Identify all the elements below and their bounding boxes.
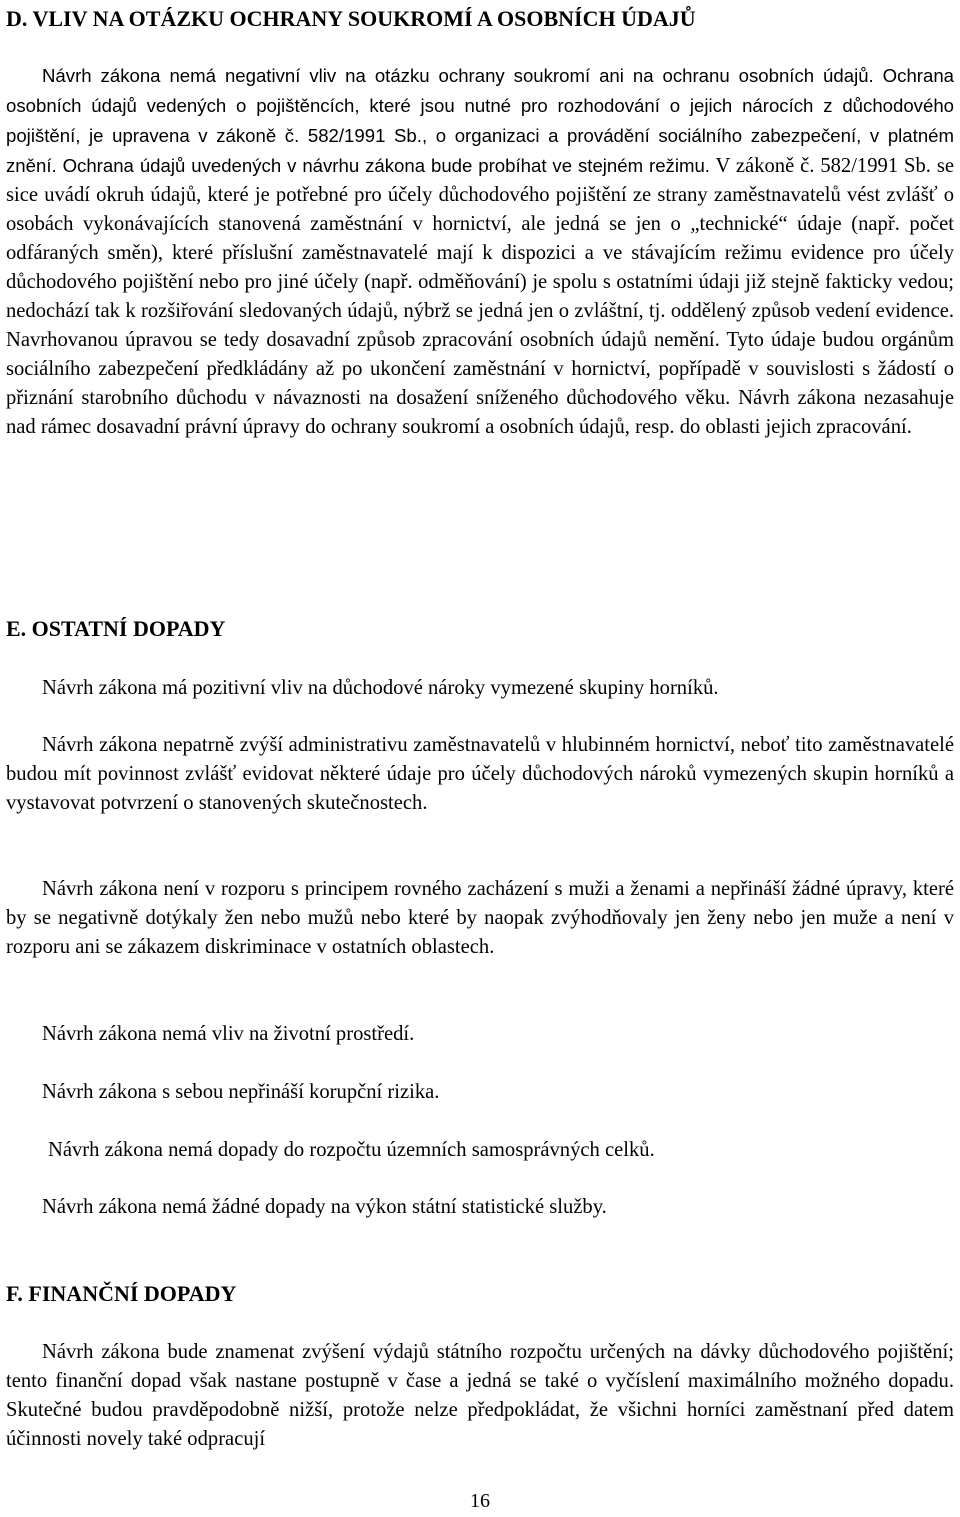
section-d-paragraph-part-c: V zákoně č. 582/1991 Sb. se sice uvádí okruh údajů, které je potřebné pro účely důchodového pojištění ze strany zaměstnavatelů vést zvlášť o osobách vykonávajících stanovená zaměstnání v hornictví, ale jedná se jen o „technické“ údaje (např. počet odfáraných směn), které příslušní zaměstnavatelé mají k dispozici a ve stávajícím režimu evidence pro účely důchodového pojištění nebo pro jiné účely (např. odměňování) je spolu s ostatními údaji již stejně fakticky vedou; nedochází tak k rozšiřování sledovaných údajů, nýbrž se jedná jen o zvláštní, tj. oddělený způsob vedení evidence. Navrhovanou úpravou se tedy dosavadní způsob zpracování osobních údajů nemění. Tyto údaje budou orgánům sociálního zabezpečení předkládány až po ukončení zaměstnání v hornictví, popřípadě v souvislosti s žádostí o přiznání starobního důchodu v návaznosti na dosažení sníženého důchodového věku. Návrh zákona nezasahuje nad rámec dosavadní právní úpravy do ochrany soukromí a osobních údajů, resp. do oblasti jejich zpracování. bbox=[6, 155, 954, 438]
section-e-paragraph-5: Návrh zákona s sebou nepřináší korupční rizika. bbox=[42, 1081, 440, 1103]
section-d-paragraph bbox=[6, 61, 954, 442]
section-e-paragraph-1: Návrh zákona má pozitivní vliv na důchodové nároky vymezené skupiny horníků. bbox=[42, 677, 719, 699]
section-e-heading: E. OSTATNÍ DOPADY bbox=[6, 616, 226, 641]
section-e-paragraph-4: Návrh zákona nemá vliv na životní prostředí. bbox=[42, 1023, 415, 1045]
section-f-paragraph-1: Návrh zákona bude znamenat zvýšení výdajů státního rozpočtu určených na dávky důchodového pojištění; tento finanční dopad však nastane postupně v čase a jedná se také o vyčíslení maximálního možného dopadu. Skutečné budou pravděpodobně nižší, protože nelze předpokládat, že všichni horníci zaměstnaní před datem účinnosti novely také odpracují bbox=[6, 1341, 954, 1450]
section-f-heading: F. FINANČNÍ DOPADY bbox=[6, 1281, 237, 1306]
section-e-paragraph-7: Návrh zákona nemá žádné dopady na výkon státní statistické služby. bbox=[42, 1196, 607, 1218]
section-e-paragraph-6: Návrh zákona nemá dopady do rozpočtu územních samosprávných celků. bbox=[48, 1139, 655, 1161]
section-d-heading: D. VLIV NA OTÁZKU OCHRANY SOUKROMÍ A OSOBNÍCH ÚDAJŮ bbox=[6, 6, 696, 31]
section-e-paragraph-3: Návrh zákona není v rozporu s principem rovného zacházení s muži a ženami a nepřináší žádné úpravy, které by se negativně dotýkaly žen nebo mužů nebo které by naopak zvýhodňovaly jen ženy nebo jen muže a není v rozporu ani se zákazem diskriminace v ostatních oblastech. bbox=[6, 878, 954, 958]
section-d-paragraph-part-b: , o organizaci a provádění sociálního zabezpečení, v platném znění. Ochrana údajů uvedených v návrhu zákona bude probíhat ve stejném režimu. bbox=[6, 125, 954, 176]
section-d-paragraph-part-a: Návrh zákona nemá negativní vliv na otázku ochrany soukromí ani na ochranu osobních údajů. Ochrana osobních údajů vedených o pojištěncích, které jsou nutné pro rozhodování o jejich nárocích z důchodového pojištění, je upravena v zákoně č. 582/1991 Sb. bbox=[6, 65, 954, 146]
section-e-paragraph-2: Návrh zákona nepatrně zvýší administrativu zaměstnavatelů v hlubinném hornictví, neboť tito zaměstnavatelé budou mít povinnost zvlášť evidovat některé údaje pro účely důchodových nároků vymezených skupin horníků a vystavovat potvrzení o stanovených skutečnostech. bbox=[6, 734, 954, 814]
page-number: 16 bbox=[470, 1490, 490, 1512]
